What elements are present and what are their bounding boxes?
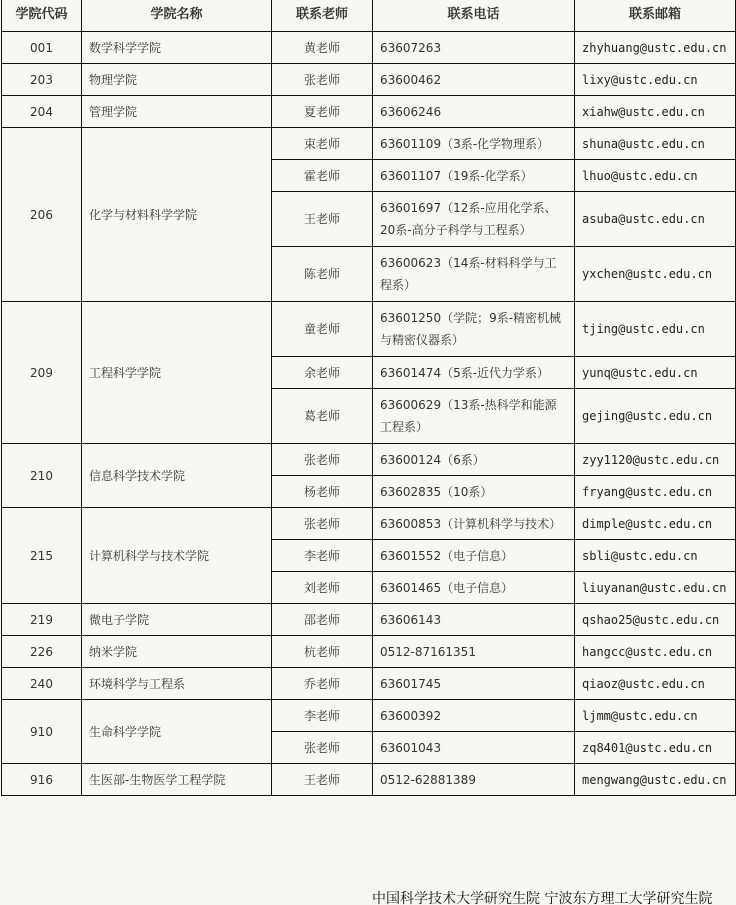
college-name: 纳米学院 — [82, 636, 272, 668]
college-name: 微电子学院 — [82, 604, 272, 636]
contact-email[interactable]: sbli@ustc.edu.cn — [575, 540, 736, 572]
contact-email[interactable]: zhyhuang@ustc.edu.cn — [575, 32, 736, 64]
college-code: 219 — [2, 604, 82, 636]
table-row — [2, 508, 736, 540]
contact-email[interactable]: ljmm@ustc.edu.cn — [575, 700, 736, 732]
college-code: 916 — [2, 764, 82, 796]
table-row — [2, 700, 736, 732]
table-row — [2, 64, 736, 96]
contact-phone: 63600124（6系） — [373, 444, 575, 476]
contact-teacher: 李老师 — [272, 540, 373, 572]
contact-phone: 63601043 — [373, 732, 575, 764]
contact-email[interactable]: shuna@ustc.edu.cn — [575, 128, 736, 160]
contact-phone: 63606143 — [373, 604, 575, 636]
contact-teacher: 乔老师 — [272, 668, 373, 700]
contact-email[interactable]: xiahw@ustc.edu.cn — [575, 96, 736, 128]
contact-email[interactable]: qiaoz@ustc.edu.cn — [575, 668, 736, 700]
table-row — [2, 764, 736, 796]
contact-teacher: 张老师 — [272, 732, 373, 764]
table-row — [2, 636, 736, 668]
header-contact-teacher: 联系老师 — [272, 0, 373, 32]
table-row — [2, 96, 736, 128]
footer-signature: 中国科学技术大学研究生院 宁波东方理工大学研究生院 — [372, 891, 713, 905]
contact-email[interactable]: qshao25@ustc.edu.cn — [575, 604, 736, 636]
contact-teacher: 霍老师 — [272, 160, 373, 192]
contact-teacher: 陈老师 — [272, 247, 373, 302]
contact-teacher: 葛老师 — [272, 389, 373, 444]
contact-teacher: 张老师 — [272, 64, 373, 96]
contact-teacher: 王老师 — [272, 192, 373, 247]
contact-email[interactable]: mengwang@ustc.edu.cn — [575, 764, 736, 796]
contact-email[interactable]: zq8401@ustc.edu.cn — [575, 732, 736, 764]
contact-email[interactable]: yunq@ustc.edu.cn — [575, 357, 736, 389]
contact-phone: 63601250（学院；9系-精密机械与精密仪器系） — [373, 302, 575, 357]
table-row — [2, 668, 736, 700]
table-row — [2, 604, 736, 636]
contact-teacher: 童老师 — [272, 302, 373, 357]
college-code: 209 — [2, 302, 82, 444]
college-code: 206 — [2, 128, 82, 302]
header-college-code: 学院代码 — [2, 0, 82, 32]
contact-teacher: 杨老师 — [272, 476, 373, 508]
college-name: 工程科学学院 — [82, 302, 272, 444]
table-row — [2, 32, 736, 64]
header-college-name: 学院名称 — [82, 0, 272, 32]
contact-teacher: 邵老师 — [272, 604, 373, 636]
college-name: 管理学院 — [82, 96, 272, 128]
contact-teacher: 刘老师 — [272, 572, 373, 604]
contact-phone: 63600392 — [373, 700, 575, 732]
college-name: 生医部-生物医学工程学院 — [82, 764, 272, 796]
college-code: 910 — [2, 700, 82, 764]
college-name: 生命科学学院 — [82, 700, 272, 764]
college-code: 203 — [2, 64, 82, 96]
college-code: 204 — [2, 96, 82, 128]
contacts-table — [1, 0, 736, 796]
contact-phone: 63600623（14系-材料科学与工程系） — [373, 247, 575, 302]
contact-phone: 63601107（19系-化学系） — [373, 160, 575, 192]
contact-teacher: 张老师 — [272, 444, 373, 476]
college-code: 215 — [2, 508, 82, 604]
contact-phone: 0512-62881389 — [373, 764, 575, 796]
contact-teacher: 李老师 — [272, 700, 373, 732]
college-code: 210 — [2, 444, 82, 508]
college-code: 001 — [2, 32, 82, 64]
college-name: 数学科学学院 — [82, 32, 272, 64]
contact-phone: 63601745 — [373, 668, 575, 700]
contact-email[interactable]: liuyanan@ustc.edu.cn — [575, 572, 736, 604]
college-name: 化学与材料科学学院 — [82, 128, 272, 302]
contact-phone: 63601552（电子信息） — [373, 540, 575, 572]
contact-email[interactable]: lixy@ustc.edu.cn — [575, 64, 736, 96]
table-header-row — [2, 0, 736, 32]
table-row — [2, 444, 736, 476]
table-row — [2, 302, 736, 357]
contact-phone: 63600853（计算机科学与技术） — [373, 508, 575, 540]
contact-phone: 63601465（电子信息） — [373, 572, 575, 604]
contact-email[interactable]: dimple@ustc.edu.cn — [575, 508, 736, 540]
contact-email[interactable]: fryang@ustc.edu.cn — [575, 476, 736, 508]
contact-teacher: 夏老师 — [272, 96, 373, 128]
contact-teacher: 束老师 — [272, 128, 373, 160]
contact-phone: 63602835（10系） — [373, 476, 575, 508]
contact-phone: 63601697（12系-应用化学系、20系-高分子科学与工程系） — [373, 192, 575, 247]
table-row — [2, 128, 736, 160]
contact-phone: 63600629（13系-热科学和能源工程系） — [373, 389, 575, 444]
header-contact-phone: 联系电话 — [373, 0, 575, 32]
contact-teacher: 余老师 — [272, 357, 373, 389]
contact-phone: 63607263 — [373, 32, 575, 64]
contact-email[interactable]: lhuo@ustc.edu.cn — [575, 160, 736, 192]
header-contact-email: 联系邮箱 — [575, 0, 736, 32]
contact-email[interactable]: zyy1120@ustc.edu.cn — [575, 444, 736, 476]
college-name: 物理学院 — [82, 64, 272, 96]
contact-email[interactable]: yxchen@ustc.edu.cn — [575, 247, 736, 302]
college-code: 240 — [2, 668, 82, 700]
contact-email[interactable]: asuba@ustc.edu.cn — [575, 192, 736, 247]
contact-email[interactable]: gejing@ustc.edu.cn — [575, 389, 736, 444]
contact-teacher: 王老师 — [272, 764, 373, 796]
contact-teacher: 张老师 — [272, 508, 373, 540]
contact-email[interactable]: tjing@ustc.edu.cn — [575, 302, 736, 357]
contact-teacher: 黄老师 — [272, 32, 373, 64]
college-code: 226 — [2, 636, 82, 668]
contact-teacher: 杭老师 — [272, 636, 373, 668]
contact-email[interactable]: hangcc@ustc.edu.cn — [575, 636, 736, 668]
college-name: 环境科学与工程系 — [82, 668, 272, 700]
contact-phone: 63600462 — [373, 64, 575, 96]
college-name: 计算机科学与技术学院 — [82, 508, 272, 604]
contact-phone: 63601474（5系-近代力学系） — [373, 357, 575, 389]
contact-phone: 63606246 — [373, 96, 575, 128]
contact-phone: 63601109（3系-化学物理系） — [373, 128, 575, 160]
college-name: 信息科学技术学院 — [82, 444, 272, 508]
contact-phone: 0512-87161351 — [373, 636, 575, 668]
